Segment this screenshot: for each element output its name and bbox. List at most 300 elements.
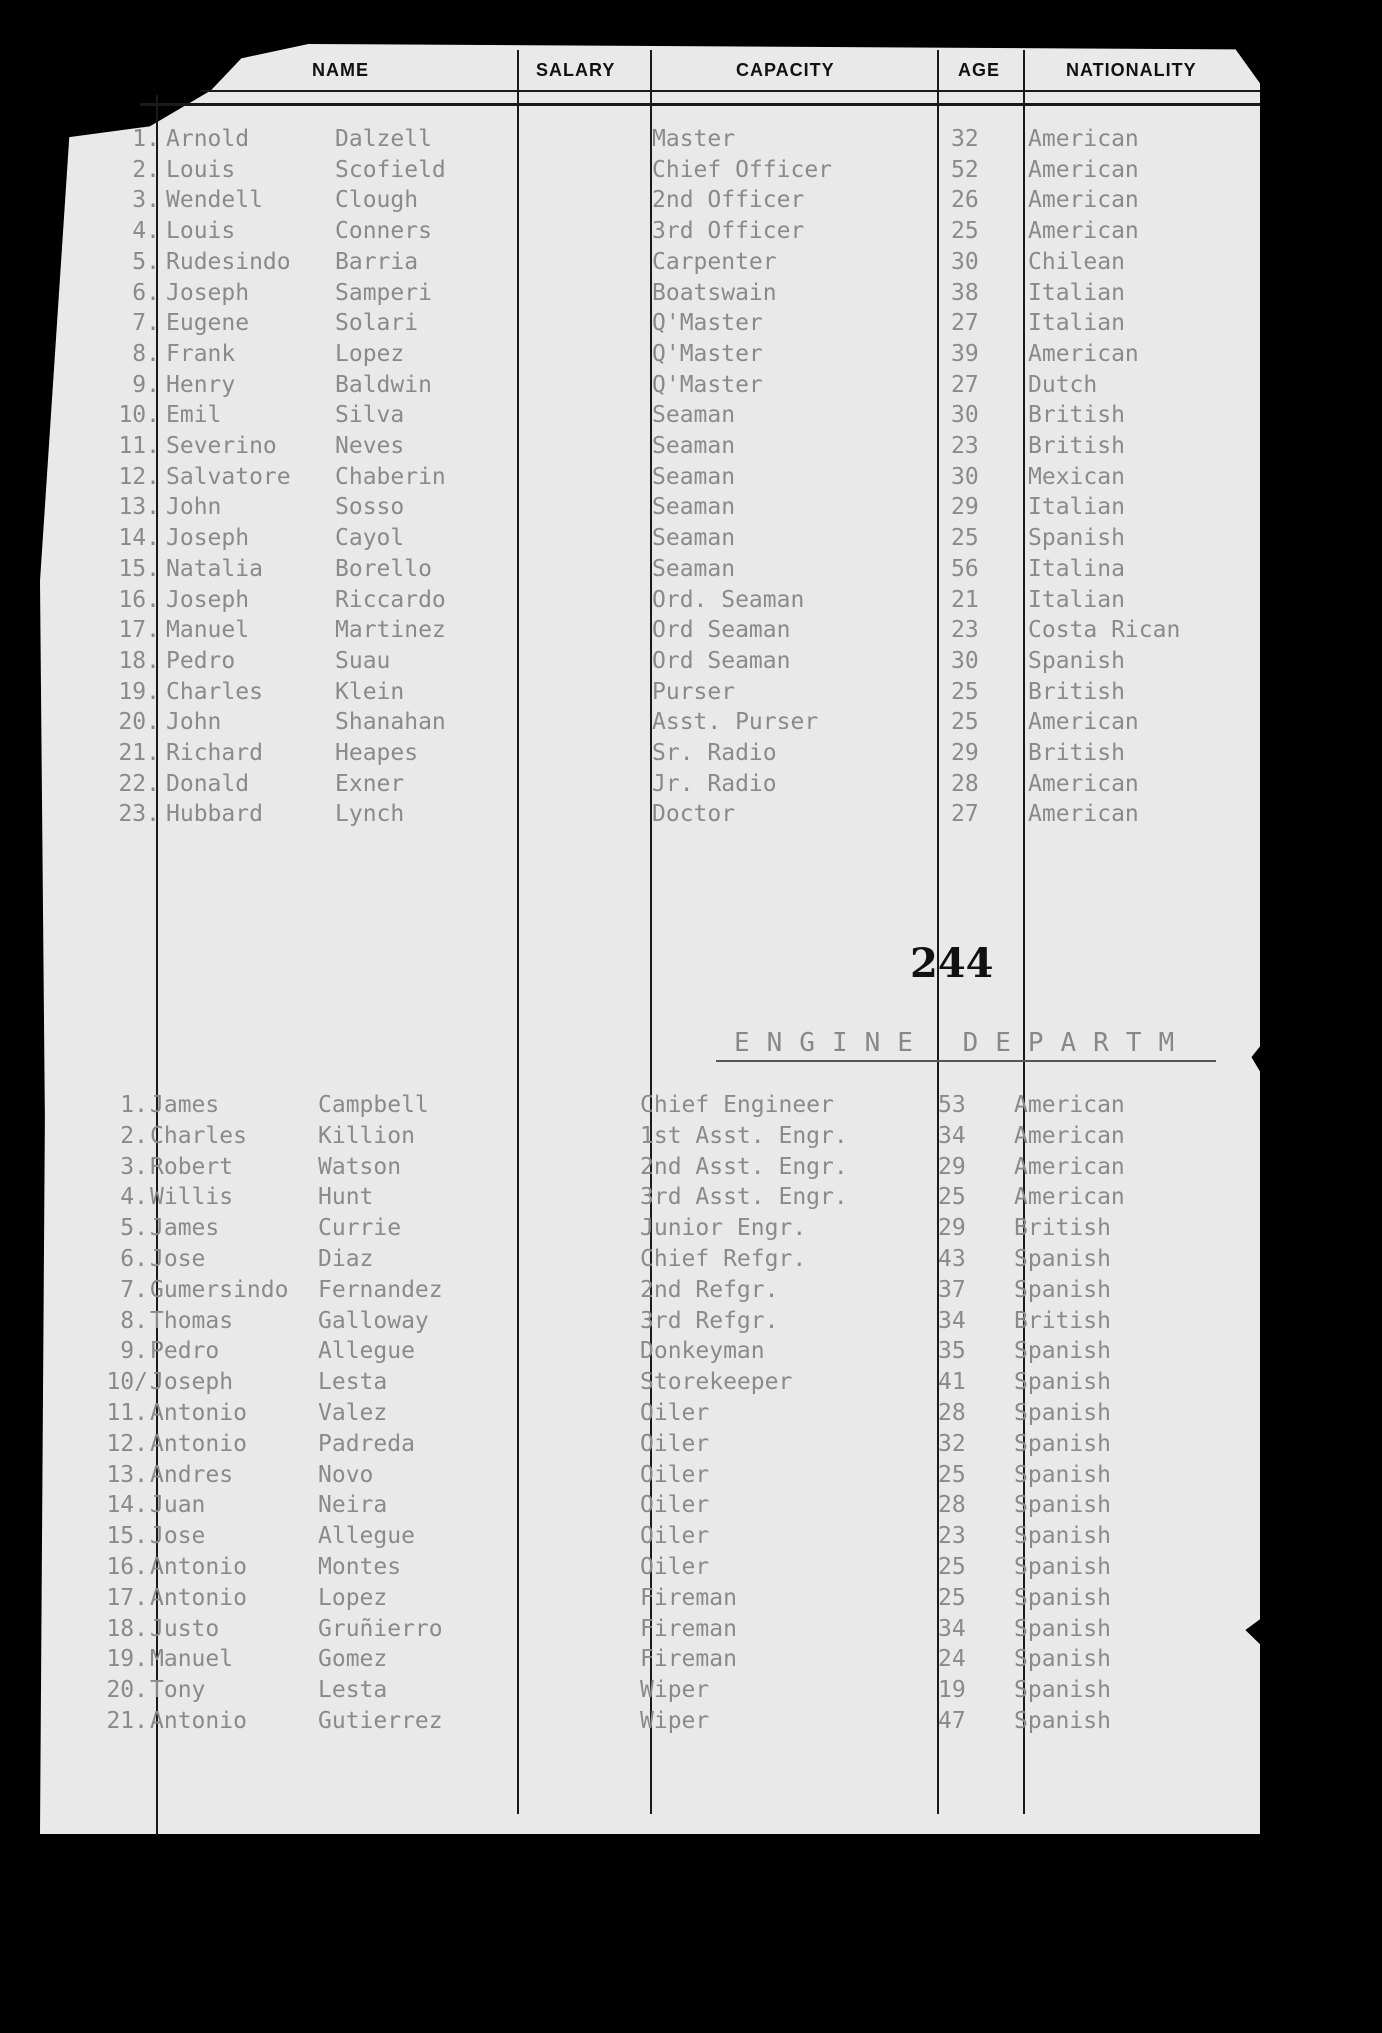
crew-first-name: James (150, 1215, 220, 1242)
crew-age: 25 (938, 1184, 966, 1211)
crew-age: 28 (951, 770, 979, 797)
crew-nationality: Costa Rican (1028, 617, 1181, 644)
crew-last-name: Exner (335, 770, 405, 797)
crew-age: 32 (951, 126, 979, 152)
crew-capacity: Seaman (652, 463, 736, 490)
crew-number: 12. (118, 463, 160, 490)
crew-row (0, 339, 1382, 369)
crew-capacity: 2nd Refgr. (640, 1276, 779, 1303)
crew-number: 1. (132, 126, 160, 152)
crew-number: 3. (132, 187, 160, 214)
crew-age: 32 (938, 1430, 966, 1457)
crew-first-name: Wendell (166, 187, 263, 214)
crew-age: 52 (951, 156, 979, 183)
crew-last-name: Suau (335, 647, 391, 674)
crew-last-name: Lopez (318, 1584, 388, 1611)
crew-age: 27 (951, 801, 979, 828)
crew-capacity: Seaman (652, 402, 736, 429)
crew-nationality: American (1014, 1122, 1125, 1149)
crew-capacity: Oiler (640, 1554, 710, 1580)
crew-first-name: Pedro (150, 1338, 220, 1365)
crew-nationality: Italian (1028, 279, 1125, 306)
crew-capacity: Junior Engr. (640, 1215, 807, 1242)
crew-first-name: Joseph (166, 525, 250, 552)
crew-first-name: Willis (150, 1184, 234, 1211)
crew-first-name: Jose (150, 1246, 206, 1272)
crew-nationality: American (1028, 156, 1139, 183)
crew-age: 28 (938, 1492, 966, 1519)
crew-age: 47 (938, 1708, 966, 1734)
crew-last-name: Currie (318, 1215, 402, 1242)
crew-nationality: Spanish (1014, 1492, 1111, 1519)
crew-nationality: Spanish (1014, 1400, 1111, 1426)
crew-nationality: British (1028, 433, 1125, 459)
crew-capacity: Storekeeper (640, 1369, 793, 1396)
crew-row (0, 1460, 1382, 1490)
crew-row (0, 370, 1382, 400)
crew-last-name: Baldwin (335, 371, 432, 398)
crew-age: 27 (951, 371, 979, 398)
crew-number: 17. (118, 617, 160, 644)
crew-row (0, 1644, 1382, 1674)
crew-first-name: Antonio (150, 1708, 247, 1734)
crew-age: 23 (938, 1523, 966, 1550)
crew-number: 6. (120, 1246, 148, 1272)
crew-last-name: Clough (335, 187, 419, 214)
crew-last-name: Allegue (318, 1338, 415, 1365)
crew-capacity: Oiler (640, 1523, 710, 1550)
crew-last-name: Lesta (318, 1369, 388, 1396)
crew-number: 13. (118, 494, 160, 521)
crew-number: 15. (106, 1523, 148, 1550)
crew-first-name: Andres (150, 1461, 234, 1488)
crew-number: 5. (120, 1215, 148, 1242)
crew-first-name: Antonio (150, 1584, 247, 1611)
crew-capacity: Ord Seaman (652, 647, 791, 674)
crew-nationality: American (1028, 126, 1139, 152)
crew-row (0, 1306, 1382, 1336)
crew-number: 10/ (106, 1369, 148, 1396)
engine-heading-underline (716, 1060, 1216, 1062)
crew-row (0, 1090, 1382, 1120)
crew-nationality: Spanish (1014, 1708, 1111, 1734)
crew-nationality: Dutch (1028, 371, 1098, 398)
crew-first-name: Natalia (166, 555, 263, 582)
crew-last-name: Campbell (318, 1092, 429, 1118)
crew-first-name: Emil (166, 402, 222, 429)
crew-last-name: Watson (318, 1153, 402, 1180)
crew-row (0, 646, 1382, 676)
crew-nationality: Spanish (1014, 1584, 1111, 1611)
crew-capacity: Q'Master (652, 340, 763, 367)
crew-last-name: Gutierrez (318, 1708, 443, 1734)
crew-row (0, 400, 1382, 430)
crew-row (0, 155, 1382, 185)
crew-first-name: Henry (166, 371, 236, 398)
crew-capacity: Seaman (652, 555, 736, 582)
crew-nationality: American (1014, 1184, 1125, 1211)
crew-age: 26 (951, 187, 979, 214)
crew-row (0, 247, 1382, 277)
crew-nationality: American (1028, 218, 1139, 245)
crew-row (0, 1706, 1382, 1736)
crew-age: 29 (951, 494, 979, 521)
page-number: 244 (910, 940, 994, 987)
crew-capacity: Chief Engineer (640, 1092, 834, 1118)
crew-capacity: Boatswain (652, 279, 777, 306)
crew-capacity: 1st Asst. Engr. (640, 1122, 848, 1149)
crew-capacity: Seaman (652, 494, 736, 521)
crew-first-name: Richard (166, 740, 263, 766)
crew-last-name: Lesta (318, 1677, 388, 1704)
crew-nationality: Italina (1028, 555, 1125, 582)
crew-row (0, 1275, 1382, 1305)
crew-first-name: Frank (166, 340, 236, 367)
crew-last-name: Cayol (335, 525, 405, 552)
engine-department-heading: ENGINE DEPARTM (734, 1028, 1192, 1058)
crew-last-name: Hunt (318, 1184, 374, 1211)
crew-number: 23. (118, 801, 160, 828)
crew-age: 24 (938, 1646, 966, 1673)
crew-row (0, 1213, 1382, 1243)
crew-capacity: Ord Seaman (652, 617, 791, 644)
crew-last-name: Solari (335, 310, 419, 337)
crew-first-name: Justo (150, 1615, 220, 1642)
crew-capacity: 3rd Officer (652, 218, 805, 245)
crew-first-name: Donald (166, 770, 250, 797)
crew-capacity: Oiler (640, 1492, 710, 1519)
crew-nationality: Spanish (1014, 1523, 1111, 1550)
crew-first-name: Manuel (150, 1646, 234, 1673)
crew-last-name: Killion (318, 1122, 415, 1149)
crew-first-name: John (166, 494, 222, 521)
crew-first-name: Tony (150, 1677, 206, 1704)
crew-first-name: Severino (166, 433, 277, 459)
crew-age: 39 (951, 340, 979, 367)
crew-capacity: 3rd Asst. Engr. (640, 1184, 848, 1211)
crew-nationality: Spanish (1028, 647, 1125, 674)
crew-age: 30 (951, 402, 979, 429)
crew-capacity: Wiper (640, 1708, 710, 1734)
crew-number: 15. (118, 555, 160, 582)
crew-nationality: American (1014, 1092, 1125, 1118)
crew-last-name: Klein (335, 678, 405, 705)
crew-first-name: Antonio (150, 1554, 247, 1580)
crew-capacity: Fireman (640, 1646, 737, 1673)
crew-last-name: Neves (335, 433, 405, 459)
header-capacity: CAPACITY (736, 60, 835, 80)
crew-row (0, 1429, 1382, 1459)
crew-capacity: Wiper (640, 1677, 710, 1704)
crew-last-name: Sosso (335, 494, 405, 521)
crew-nationality: Italian (1028, 310, 1125, 337)
crew-first-name: Charles (166, 678, 263, 705)
crew-last-name: Heapes (335, 740, 419, 766)
crew-capacity: Seaman (652, 525, 736, 552)
crew-number: 19. (106, 1646, 148, 1673)
header-salary: SALARY (536, 60, 616, 80)
crew-nationality: Italian (1028, 586, 1125, 613)
crew-age: 23 (951, 617, 979, 644)
crew-row (0, 185, 1382, 215)
crew-age: 38 (951, 279, 979, 306)
crew-last-name: Borello (335, 555, 432, 582)
crew-age: 29 (938, 1153, 966, 1180)
crew-last-name: Lopez (335, 340, 405, 367)
crew-age: 34 (938, 1122, 966, 1149)
crew-age: 25 (938, 1554, 966, 1580)
crew-row (0, 1552, 1382, 1582)
crew-row (0, 707, 1382, 737)
crew-age: 30 (951, 647, 979, 674)
crew-last-name: Samperi (335, 279, 432, 306)
crew-row (0, 799, 1382, 829)
crew-capacity: Oiler (640, 1400, 710, 1426)
crew-number: 4. (120, 1184, 148, 1211)
crew-capacity: Master (652, 126, 736, 152)
crew-row (0, 1398, 1382, 1428)
crew-age: 27 (951, 310, 979, 337)
crew-number: 6. (132, 279, 160, 306)
crew-capacity: 3rd Refgr. (640, 1307, 779, 1334)
crew-last-name: Fernandez (318, 1276, 443, 1303)
crew-first-name: Charles (150, 1122, 247, 1149)
crew-first-name: Hubbard (166, 801, 263, 828)
crew-number: 8. (132, 340, 160, 367)
crew-row (0, 216, 1382, 246)
crew-age: 21 (951, 586, 979, 613)
crew-last-name: Valez (318, 1400, 388, 1426)
crew-number: 16. (118, 586, 160, 613)
crew-row (0, 1583, 1382, 1613)
crew-number: 2. (120, 1122, 148, 1149)
crew-age: 41 (938, 1369, 966, 1396)
crew-age: 25 (951, 709, 979, 736)
crew-last-name: Chaberin (335, 463, 446, 490)
crew-first-name: Antonio (150, 1430, 247, 1457)
crew-first-name: Rudesindo (166, 248, 291, 275)
crew-row (0, 677, 1382, 707)
crew-capacity: Oiler (640, 1461, 710, 1488)
crew-capacity: Sr. Radio (652, 740, 777, 766)
crew-row (0, 308, 1382, 338)
crew-number: 12. (106, 1430, 148, 1457)
crew-age: 25 (938, 1461, 966, 1488)
crew-capacity: Doctor (652, 801, 736, 828)
crew-capacity: Asst. Purser (652, 709, 819, 736)
crew-nationality: Italian (1028, 494, 1125, 521)
crew-capacity: 2nd Officer (652, 187, 805, 214)
crew-row (0, 554, 1382, 584)
crew-nationality: American (1028, 340, 1139, 367)
crew-age: 35 (938, 1338, 966, 1365)
crew-nationality: Spanish (1014, 1554, 1111, 1580)
crew-capacity: Donkeyman (640, 1338, 765, 1365)
crew-last-name: Galloway (318, 1307, 429, 1334)
crew-nationality: British (1028, 740, 1125, 766)
crew-nationality: Spanish (1014, 1369, 1111, 1396)
crew-first-name: Juan (150, 1492, 206, 1519)
crew-row (0, 1121, 1382, 1151)
crew-nationality: American (1028, 770, 1139, 797)
crew-last-name: Dalzell (335, 126, 432, 152)
crew-number: 9. (132, 371, 160, 398)
crew-nationality: British (1014, 1215, 1111, 1242)
header-name: NAME (312, 60, 369, 80)
crew-nationality: Spanish (1014, 1646, 1111, 1673)
crew-nationality: American (1028, 709, 1139, 736)
crew-number: 17. (106, 1584, 148, 1611)
crew-row (0, 1675, 1382, 1705)
crew-row (0, 585, 1382, 615)
crew-row (0, 278, 1382, 308)
crew-last-name: Martinez (335, 617, 446, 644)
crew-last-name: Diaz (318, 1246, 374, 1272)
crew-age: 23 (951, 433, 979, 459)
header-nationality: NATIONALITY (1066, 60, 1197, 80)
crew-nationality: American (1028, 187, 1139, 214)
crew-capacity: Ord. Seaman (652, 586, 805, 613)
crew-number: 20. (118, 709, 160, 736)
crew-number: 14. (106, 1492, 148, 1519)
crew-last-name: Lynch (335, 801, 405, 828)
crew-capacity: Q'Master (652, 310, 763, 337)
header-age: AGE (958, 60, 1001, 80)
crew-age: 56 (951, 555, 979, 582)
crew-first-name: Arnold (166, 126, 250, 152)
crew-last-name: Novo (318, 1461, 374, 1488)
crew-last-name: Conners (335, 218, 432, 245)
crew-last-name: Gruñierro (318, 1615, 443, 1642)
crew-number: 5. (132, 248, 160, 275)
crew-age: 30 (951, 248, 979, 275)
crew-capacity: Chief Refgr. (640, 1246, 807, 1272)
crew-number: 18. (106, 1615, 148, 1642)
crew-age: 25 (951, 218, 979, 245)
crew-nationality: American (1028, 801, 1139, 828)
crew-row (0, 738, 1382, 768)
crew-last-name: Shanahan (335, 709, 446, 736)
crew-nationality: Spanish (1014, 1276, 1111, 1303)
crew-age: 37 (938, 1276, 966, 1303)
crew-nationality: Spanish (1014, 1430, 1111, 1457)
crew-last-name: Silva (335, 402, 405, 429)
crew-first-name: Salvatore (166, 463, 291, 490)
crew-last-name: Scofield (335, 156, 446, 183)
crew-number: 9. (120, 1338, 148, 1365)
crew-capacity: 2nd Asst. Engr. (640, 1153, 848, 1180)
crew-row (0, 615, 1382, 645)
crew-first-name: Louis (166, 156, 236, 183)
crew-capacity: Jr. Radio (652, 770, 777, 797)
crew-number: 21. (106, 1708, 148, 1734)
crew-last-name: Montes (318, 1554, 402, 1580)
crew-nationality: British (1014, 1307, 1111, 1334)
crew-capacity: Seaman (652, 433, 736, 459)
header-top-rule (200, 90, 1260, 92)
crew-capacity: Chief Officer (652, 156, 833, 183)
crew-first-name: James (150, 1092, 220, 1118)
crew-capacity: Carpenter (652, 248, 777, 275)
crew-first-name: Joseph (150, 1369, 234, 1396)
crew-last-name: Barria (335, 248, 419, 275)
crew-age: 28 (938, 1400, 966, 1426)
crew-age: 43 (938, 1246, 966, 1272)
crew-row (0, 431, 1382, 461)
crew-row (0, 462, 1382, 492)
crew-number: 11. (118, 433, 160, 459)
crew-number: 11. (106, 1400, 148, 1426)
crew-row (0, 1614, 1382, 1644)
crew-capacity: Oiler (640, 1430, 710, 1457)
crew-nationality: Spanish (1014, 1338, 1111, 1365)
header-bottom-rule (140, 103, 1260, 106)
crew-nationality: Spanish (1014, 1677, 1111, 1704)
crew-row (0, 124, 1382, 154)
crew-capacity: Fireman (640, 1584, 737, 1611)
crew-nationality: Mexican (1028, 463, 1125, 490)
crew-nationality: Spanish (1028, 525, 1125, 552)
crew-nationality: British (1028, 402, 1125, 429)
crew-nationality: British (1028, 678, 1125, 705)
crew-last-name: Padreda (318, 1430, 415, 1457)
crew-first-name: Antonio (150, 1400, 247, 1426)
crew-row (0, 1152, 1382, 1182)
crew-row (0, 1182, 1382, 1212)
crew-first-name: Gumersindo (150, 1276, 289, 1303)
crew-number: 14. (118, 525, 160, 552)
crew-row (0, 1367, 1382, 1397)
crew-age: 25 (951, 525, 979, 552)
crew-capacity: Q'Master (652, 371, 763, 398)
crew-number: 10. (118, 402, 160, 429)
crew-nationality: Chilean (1028, 248, 1125, 275)
crew-nationality: American (1014, 1153, 1125, 1180)
crew-number: 2. (132, 156, 160, 183)
crew-number: 13. (106, 1461, 148, 1488)
crew-age: 29 (951, 740, 979, 766)
crew-age: 29 (938, 1215, 966, 1242)
crew-row (0, 769, 1382, 799)
crew-first-name: Joseph (166, 279, 250, 306)
crew-number: 7. (132, 310, 160, 337)
crew-age: 25 (938, 1584, 966, 1611)
crew-first-name: John (166, 709, 222, 736)
crew-row (0, 1521, 1382, 1551)
crew-age: 25 (951, 678, 979, 705)
crew-nationality: Spanish (1014, 1246, 1111, 1272)
crew-row (0, 1336, 1382, 1366)
crew-age: 19 (938, 1677, 966, 1704)
crew-first-name: Manuel (166, 617, 250, 644)
crew-number: 18. (118, 647, 160, 674)
crew-row (0, 492, 1382, 522)
crew-number: 7. (120, 1276, 148, 1303)
crew-number: 16. (106, 1554, 148, 1580)
crew-last-name: Riccardo (335, 586, 446, 613)
crew-number: 3. (120, 1153, 148, 1180)
crew-first-name: Eugene (166, 310, 250, 337)
crew-row (0, 1244, 1382, 1274)
crew-nationality: Spanish (1014, 1615, 1111, 1642)
crew-nationality: Spanish (1014, 1461, 1111, 1488)
crew-row (0, 1490, 1382, 1520)
crew-capacity: Purser (652, 678, 736, 705)
crew-capacity: Fireman (640, 1615, 737, 1642)
crew-last-name: Allegue (318, 1523, 415, 1550)
crew-first-name: Robert (150, 1153, 234, 1180)
crew-last-name: Neira (318, 1492, 388, 1519)
